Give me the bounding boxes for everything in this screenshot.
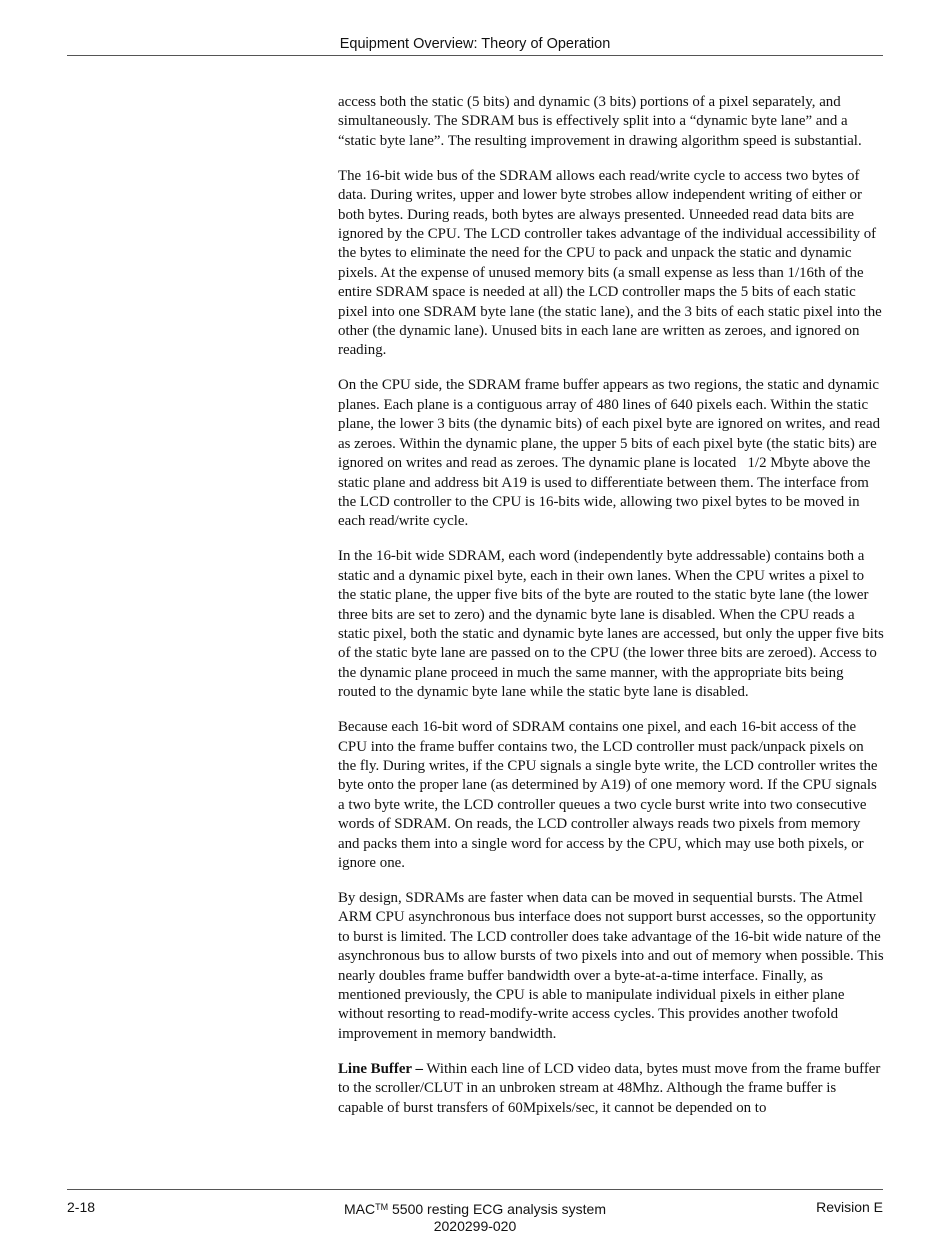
run-in-heading: Line Buffer – [338, 1060, 423, 1077]
line-buffer-paragraph [338, 1060, 884, 1118]
running-header: Equipment Overview: Theory of Operation [339, 36, 611, 52]
product-prefix: MAC [344, 1201, 376, 1217]
paragraph: On the CPU side, the SDRAM frame buffer appears as two regions, the static and dynamic planes. Each plane is a contiguous array of 480 lines of 640 pixels each. Within the static plane, the lower 3 bits (the dynamic bits) of each pixel byte are ignored on writes, and read as zeroes. Within the dynamic plane, the upper 5 bits of each pixel byte (the static bits) are ignored on writes and read as zeroes. The dynamic plane is located 1/2 Mbyte above the static plane and address bit A19 is used to differentiate between them. The interface from the LCD controller to the CPU is 16-bits wide, allowing two pixel bytes to be moved in each read/write cycle. [338, 377, 881, 530]
paragraph: The 16-bit wide bus of the SDRAM allows each read/write cycle to access two bytes of data. During writes, upper and lower byte strobes allow independent writing of either or both bytes. During reads, both bytes are always presented. Unneeded read data bits are ignored by the CPU. The LCD controller takes advantage of the individual accessibility of the bytes to eliminate the need for the CPU to pack and unpack the static and dynamic pixels. At the expense of unused memory bits (a small expense as less than 1/16th of the entire SDRAM space is needed at all) the LCD controller maps the 5 bits of each static pixel into one SDRAM byte lane (the static lane), and the 3 bits of each static pixel into the other (the dynamic lane). Unused bits in each lane are written as zeroes, and ignored on reading. [338, 167, 882, 359]
paragraph: access both the static (5 bits) and dynamic (3 bits) portions of a pixel separately, and simultaneously. The SDRAM bus is effectively split into a “dynamic byte lane” and a “static byte lane”. The resulting improvement in drawing algorithm speed is substantial. [338, 94, 862, 149]
body-text [338, 93, 884, 1134]
paragraph: Because each 16-bit word of SDRAM contains one pixel, and each 16-bit access of the CPU into the frame buffer contains two, the LCD controller must pack/unpack pixels on the fly. During writes, if the CPU signals a single byte write, the LCD controller writes the byte onto the proper lane (as determined by A19) of one memory word. If the CPU signals a two byte write, the LCD controller queues a two cycle burst write into two consecutive words of SDRAM. On reads, the LCD controller always reads two pixels from memory and packs them into a single word for access by the CPU, which may use both pixels, or ignore one. [338, 719, 878, 871]
paragraph: In the 16-bit wide SDRAM, each word (independently byte addressable) contains both a static and a dynamic pixel byte, each in their own lanes. When the CPU writes a pixel to the static plane, the upper five bits of the byte are routed to the static byte lane (the lower three bits are set to zero) and the dynamic byte lane is disabled. When the CPU reads a static pixel, both the static and dynamic byte lanes are accessed, but only the upper five bits of the static byte lane are passed on to the CPU (the lower three bits are zeroed). Access to the dynamic plane proceed in much the same manner, with the appropriate bits being routed to the dynamic byte lane while the static byte lane is disabled. [338, 548, 884, 701]
footer-product [0, 1199, 950, 1235]
page-number: 2-18 [67, 1199, 96, 1215]
header-rule [67, 55, 883, 56]
product-name [0, 1199, 950, 1218]
paragraph-text: Within each line of LCD video data, bytes must move from the frame buffer to the scroller/CLUT in an unbroken stream at 48Mhz. Although the frame buffer is capable of burst transfers of 60Mpixels/sec, it cannot be depended on to [338, 1060, 881, 1116]
footer-rule [67, 1189, 883, 1190]
trademark: TM [375, 1202, 389, 1212]
document-number: 2020299-020 [433, 1218, 517, 1234]
paragraph: By design, SDRAMs are faster when data can be moved in sequential bursts. The Atmel ARM CPU asynchronous bus interface does not support burst accesses, so the opportunity to burst is limited. The LCD controller does take advantage of the 16-bit wide nature of the asynchronous bus to allow bursts of two pixels into and out of memory when possible. This nearly doubles frame buffer bandwidth over a byte-at-a-time interface. Finally, as mentioned previously, the CPU is able to manipulate individual pixels in either plane without resorting to read-modify-write access cycles. This provides another twofold improvement in memory bandwidth. [338, 890, 884, 1042]
product-suffix: 5500 resting ECG analysis system [388, 1201, 606, 1217]
revision: Revision E [816, 1199, 883, 1215]
